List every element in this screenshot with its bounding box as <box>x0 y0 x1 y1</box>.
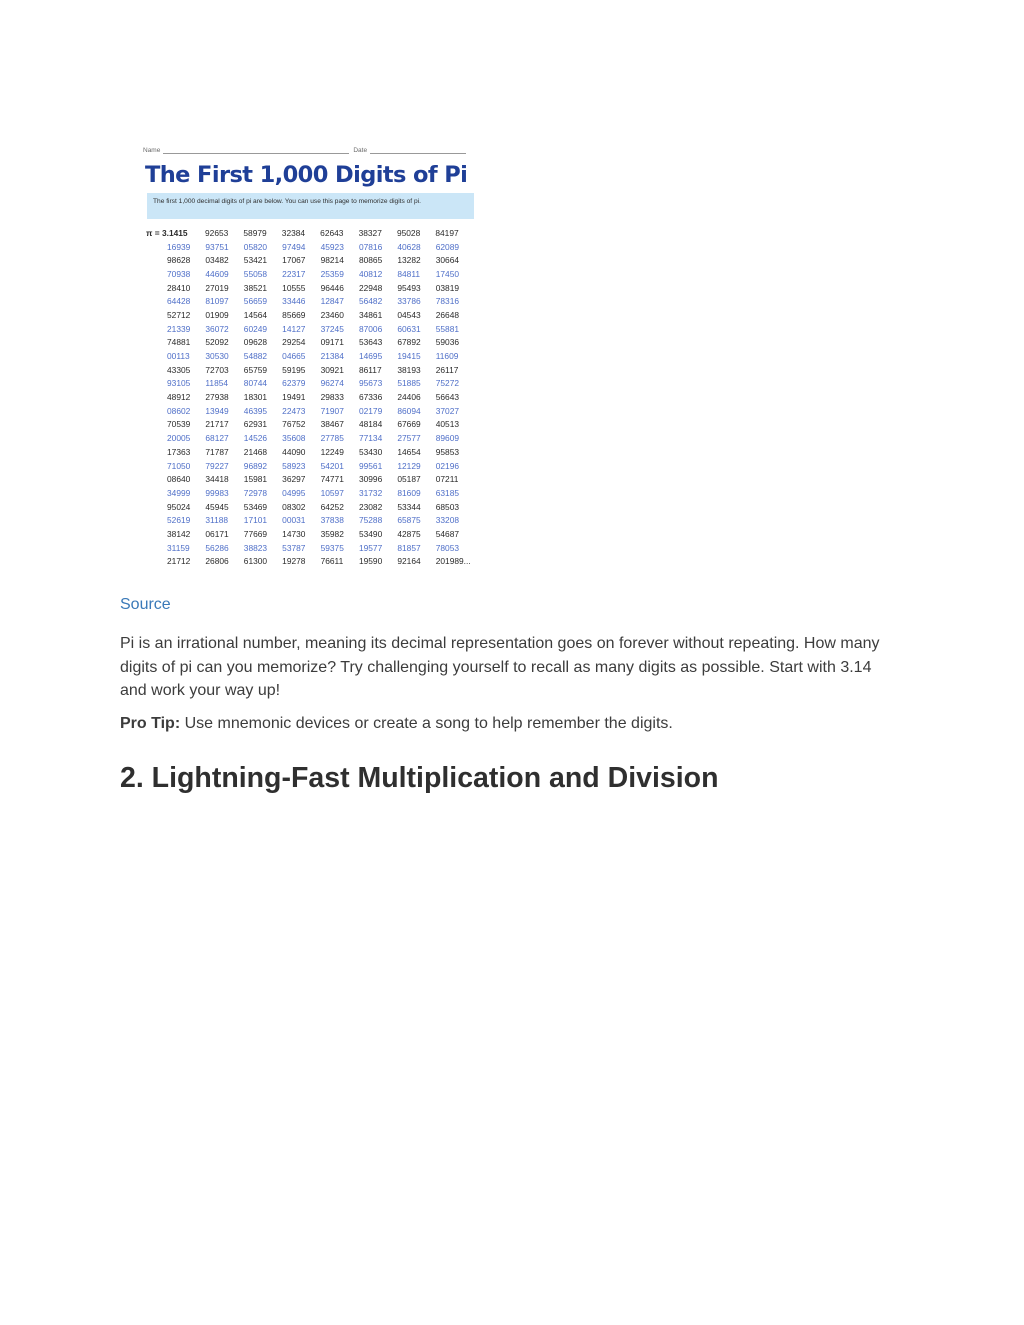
digit-group: 38521 <box>243 282 268 293</box>
digit-group: 76611 <box>320 556 344 567</box>
digit-group: 40513 <box>435 419 460 430</box>
digit-group: 11854 <box>205 378 229 389</box>
digit-group: 36297 <box>282 474 306 485</box>
digit-group: 35608 <box>282 433 306 444</box>
digit-group: 54882 <box>243 351 268 362</box>
digits-row <box>140 418 485 432</box>
digit-group: 64252 <box>320 501 344 512</box>
digits-row <box>140 445 485 459</box>
digit-group: 95493 <box>397 282 421 293</box>
digit-group: 48184 <box>358 419 383 430</box>
digit-group: 63185 <box>435 487 460 498</box>
digit-group: 84811 <box>397 268 421 279</box>
digit-group: 65759 <box>243 364 268 375</box>
digit-group: 97494 <box>282 241 306 252</box>
digit-group: 92164 <box>397 556 421 567</box>
digit-group: 75288 <box>358 515 383 526</box>
digit-group: 21717 <box>205 419 229 430</box>
pro-tip-text: Use mnemonic devices or create a song to help remember the digits. <box>180 715 673 732</box>
digit-group: 96446 <box>320 282 344 293</box>
digit-group: 48912 <box>167 392 191 403</box>
digit-group: 21384 <box>320 351 344 362</box>
digit-group: 11609 <box>435 351 459 362</box>
digit-group: 05820 <box>243 241 268 252</box>
digit-group: 95673 <box>358 378 383 389</box>
digit-group: 52619 <box>167 515 191 526</box>
source-link[interactable]: Source <box>120 596 171 613</box>
date-label: Date <box>353 147 368 154</box>
digit-group: 86117 <box>358 364 382 375</box>
digit-group: 12129 <box>397 460 421 471</box>
digit-group: 87006 <box>358 323 383 334</box>
digit-group: 09171 <box>320 337 344 348</box>
digit-group: 38193 <box>397 364 421 375</box>
digit-group: 24406 <box>397 392 421 403</box>
digit-group: 51885 <box>397 378 421 389</box>
digit-group: 56286 <box>205 542 229 553</box>
digit-group: 23460 <box>320 309 344 320</box>
digit-group: 10597 <box>320 487 344 498</box>
digit-group: 71050 <box>167 460 191 471</box>
worksheet-title: The First 1,000 Digits of Pi <box>145 162 468 188</box>
digit-group: 45923 <box>320 241 344 252</box>
digits-row <box>140 267 485 281</box>
digit-group: 85669 <box>282 309 306 320</box>
digit-group: 29833 <box>320 392 344 403</box>
digit-group: 33446 <box>282 296 306 307</box>
digit-group: 01909 <box>205 309 229 320</box>
digits-row <box>140 349 485 363</box>
digit-group: 19577 <box>358 542 383 553</box>
digit-group: 26648 <box>435 309 460 320</box>
digit-group: 37027 <box>435 405 460 416</box>
body-paragraph: Pi is an irrational number, meaning its decimal representation goes on forever without repeating. How many digits of pi can you memorize? Try challenging yourself to recall as many digits as possible. Start with 3.14 and work your way up! <box>120 635 880 699</box>
digit-group: 28410 <box>167 282 191 293</box>
digit-group: 38823 <box>243 542 268 553</box>
digit-group: 10555 <box>282 282 306 293</box>
digit-group: 53643 <box>358 337 383 348</box>
digit-group: 52712 <box>167 309 191 320</box>
digits-row <box>140 527 485 541</box>
digit-group: 67669 <box>397 419 421 430</box>
digit-group: 27577 <box>397 433 421 444</box>
digit-group: 04543 <box>397 309 421 320</box>
digit-group: 14564 <box>243 309 268 320</box>
digit-group: 02196 <box>435 460 460 471</box>
digit-group: 78316 <box>435 296 460 307</box>
digit-group: 21468 <box>243 446 268 457</box>
digit-group: 12847 <box>320 296 344 307</box>
digits-row <box>140 240 485 254</box>
digit-group: 31159 <box>167 542 190 553</box>
digit-group: 81097 <box>205 296 229 307</box>
digit-group: 17363 <box>167 446 191 457</box>
digit-group: 34418 <box>205 474 229 485</box>
digit-group: 74771 <box>320 474 344 485</box>
digit-group: 92653 <box>205 227 229 238</box>
digit-group: 53344 <box>397 501 421 512</box>
digit-group: 62379 <box>282 378 306 389</box>
digit-group: 76752 <box>282 419 306 430</box>
digit-group: 74881 <box>167 337 191 348</box>
digit-group: 36072 <box>205 323 229 334</box>
digit-group: 02179 <box>358 405 383 416</box>
digit-group: 16939 <box>167 241 191 252</box>
digit-group: 62931 <box>243 419 268 430</box>
digit-group: 80865 <box>358 255 383 266</box>
digit-group: 19590 <box>358 556 383 567</box>
digits-row <box>140 459 485 473</box>
digit-group: 44090 <box>282 446 306 457</box>
digit-group: 42875 <box>397 528 421 539</box>
digit-group: 30996 <box>358 474 383 485</box>
digit-group: 32384 <box>281 227 306 238</box>
digit-group: 68503 <box>435 501 460 512</box>
digit-group: 98214 <box>320 255 344 266</box>
digit-group: 77669 <box>243 528 268 539</box>
digit-group: 54687 <box>435 528 460 539</box>
digit-group: 37245 <box>320 323 344 334</box>
digit-group: 99561 <box>358 460 383 471</box>
digit-group: 40628 <box>397 241 421 252</box>
digit-group: 08602 <box>167 405 191 416</box>
digit-group: 17101 <box>243 515 268 526</box>
digit-group: 14730 <box>282 528 306 539</box>
digit-group: 03482 <box>205 255 229 266</box>
digit-group: 60249 <box>243 323 268 334</box>
digits-row <box>140 253 485 267</box>
digit-group: 05187 <box>397 474 421 485</box>
digit-group: 07816 <box>358 241 383 252</box>
digit-group: 96892 <box>243 460 268 471</box>
digit-group: 14526 <box>243 433 268 444</box>
digit-group: 00113 <box>167 351 190 362</box>
digit-group: 64428 <box>167 296 191 307</box>
digit-group: 45945 <box>205 501 229 512</box>
digit-group: 95024 <box>167 501 191 512</box>
digit-group: 19491 <box>282 392 306 403</box>
digit-group: 13282 <box>397 255 421 266</box>
digit-group: 03819 <box>435 282 460 293</box>
digit-group: 60631 <box>397 323 421 334</box>
digit-group: 81609 <box>397 487 421 498</box>
digits-row <box>140 431 485 445</box>
digits-row <box>140 363 485 377</box>
digit-group: 08640 <box>167 474 191 485</box>
digit-group: 07211 <box>435 474 459 485</box>
digit-group: 27785 <box>320 433 344 444</box>
digits-row <box>140 226 485 240</box>
digits-table <box>140 226 485 568</box>
digit-group: 58979 <box>243 227 267 238</box>
digit-group: 30530 <box>205 351 229 362</box>
pi-digits-worksheet-image <box>140 142 485 572</box>
digit-group: 79227 <box>205 460 229 471</box>
digits-row <box>140 390 485 404</box>
digit-group: 31188 <box>205 515 229 526</box>
digit-group: 56643 <box>435 392 460 403</box>
digit-group: 72978 <box>243 487 268 498</box>
digit-group: 89609 <box>435 433 460 444</box>
digit-group: 93105 <box>167 378 191 389</box>
digits-row <box>140 322 485 336</box>
digit-group: 31732 <box>358 487 383 498</box>
digit-group: 22473 <box>282 405 306 416</box>
digit-group: 12249 <box>320 446 344 457</box>
digit-group: 27938 <box>205 392 229 403</box>
digit-group: 26117 <box>435 364 459 375</box>
digit-group: 27019 <box>205 282 229 293</box>
worksheet-intro: The first 1,000 decimal digits of pi are below. You can use this page to memorize digits of pi. <box>147 193 474 219</box>
digit-group: 56482 <box>358 296 383 307</box>
digit-group: 35982 <box>320 528 344 539</box>
digit-group: 04665 <box>282 351 306 362</box>
digit-group: 68127 <box>205 433 229 444</box>
digit-group: 53490 <box>358 528 383 539</box>
digit-group: 19278 <box>282 556 306 567</box>
digit-group: 18301 <box>243 392 268 403</box>
digit-group: 71907 <box>320 405 344 416</box>
digit-group: 40812 <box>358 268 383 279</box>
digit-group: 65875 <box>397 515 421 526</box>
digit-group: 38467 <box>320 419 344 430</box>
digit-group: 59036 <box>435 337 460 348</box>
digit-group: 06171 <box>205 528 229 539</box>
digit-group: 67892 <box>397 337 421 348</box>
digit-group: 43305 <box>167 364 191 375</box>
digits-row <box>140 500 485 514</box>
digit-group: 58923 <box>282 460 306 471</box>
worksheet-header <box>140 142 485 154</box>
digit-group: 00031 <box>282 515 306 526</box>
digits-row <box>140 486 485 500</box>
digit-group: 78053 <box>435 542 460 553</box>
digits-row <box>140 404 485 418</box>
digit-group: 14654 <box>397 446 421 457</box>
digit-group: 33208 <box>435 515 460 526</box>
digits-row <box>140 541 485 555</box>
digit-group: 14127 <box>282 323 306 334</box>
digit-group: 34861 <box>358 309 383 320</box>
digit-group: 29254 <box>282 337 306 348</box>
date-line <box>370 146 466 154</box>
digit-group: 09628 <box>243 337 268 348</box>
pro-tip-label: Pro Tip: <box>120 715 181 732</box>
digit-group: 52092 <box>205 337 229 348</box>
digit-group: 25359 <box>320 268 344 279</box>
section-heading: 2. Lightning-Fast Multiplication and Division <box>120 762 719 794</box>
digit-group: 46395 <box>243 405 268 416</box>
digit-group: 71787 <box>205 446 229 457</box>
digits-row <box>140 308 485 322</box>
digit-group: 62643 <box>320 227 344 238</box>
digit-group: 38142 <box>167 528 191 539</box>
digit-group: 75272 <box>435 378 460 389</box>
digit-group: 30921 <box>320 364 344 375</box>
digit-group: 55881 <box>435 323 460 334</box>
digit-group: 04995 <box>282 487 306 498</box>
digit-group: 93751 <box>205 241 229 252</box>
digit-group: 81857 <box>397 542 421 553</box>
digits-row <box>140 555 485 569</box>
digit-group: 56659 <box>243 296 268 307</box>
digit-group: 86094 <box>397 405 421 416</box>
digit-group: 62089 <box>435 241 460 252</box>
digit-group: 72703 <box>205 364 229 375</box>
digit-group: 80744 <box>243 378 268 389</box>
digit-group: 53787 <box>282 542 306 553</box>
digit-group: 17450 <box>435 268 460 279</box>
digit-group: 67336 <box>358 392 383 403</box>
digit-group: 22317 <box>282 268 306 279</box>
digit-group: 37838 <box>320 515 344 526</box>
digit-group: 15981 <box>243 474 268 485</box>
digit-group: 20005 <box>167 433 191 444</box>
digit-group: 53469 <box>243 501 268 512</box>
digit-group: 201989... <box>435 556 471 567</box>
digit-group: 17067 <box>282 255 306 266</box>
digit-group: 53421 <box>243 255 268 266</box>
digit-group: 33786 <box>397 296 421 307</box>
digit-group: 95028 <box>396 227 421 238</box>
digit-group: 55058 <box>243 268 268 279</box>
digits-row <box>140 336 485 350</box>
digit-group: 26806 <box>205 556 229 567</box>
digit-group: 23082 <box>358 501 383 512</box>
pro-tip <box>120 715 673 733</box>
digit-group: 95853 <box>435 446 460 457</box>
digit-group: 84197 <box>435 227 459 238</box>
digit-group: 96274 <box>320 378 344 389</box>
pi-lead: π = 3.1415 <box>146 227 188 238</box>
digits-row <box>140 472 485 486</box>
digit-group: 21339 <box>167 323 191 334</box>
digit-group: 98628 <box>167 255 191 266</box>
digit-group: 14695 <box>358 351 383 362</box>
digit-group: 19415 <box>397 351 421 362</box>
digit-group: 59195 <box>282 364 306 375</box>
digit-group: 30664 <box>435 255 460 266</box>
name-line <box>163 146 349 154</box>
digit-group: 22948 <box>358 282 383 293</box>
digit-group: 54201 <box>320 460 344 471</box>
digit-group: 70938 <box>167 268 191 279</box>
digits-row <box>140 513 485 527</box>
digit-group: 08302 <box>282 501 306 512</box>
digits-row <box>140 294 485 308</box>
digit-group: 77134 <box>358 433 383 444</box>
digits-row <box>140 377 485 391</box>
digits-row <box>140 281 485 295</box>
digit-group: 13949 <box>205 405 229 416</box>
digit-group: 61300 <box>243 556 268 567</box>
digit-group: 70539 <box>167 419 191 430</box>
digit-group: 21712 <box>167 556 191 567</box>
digit-group: 44609 <box>205 268 229 279</box>
digit-group: 38327 <box>358 227 382 238</box>
digit-group: 53430 <box>358 446 383 457</box>
digit-group: 59375 <box>320 542 344 553</box>
digit-group: 34999 <box>167 487 191 498</box>
digit-group: 99983 <box>205 487 229 498</box>
name-label: Name <box>143 147 161 154</box>
